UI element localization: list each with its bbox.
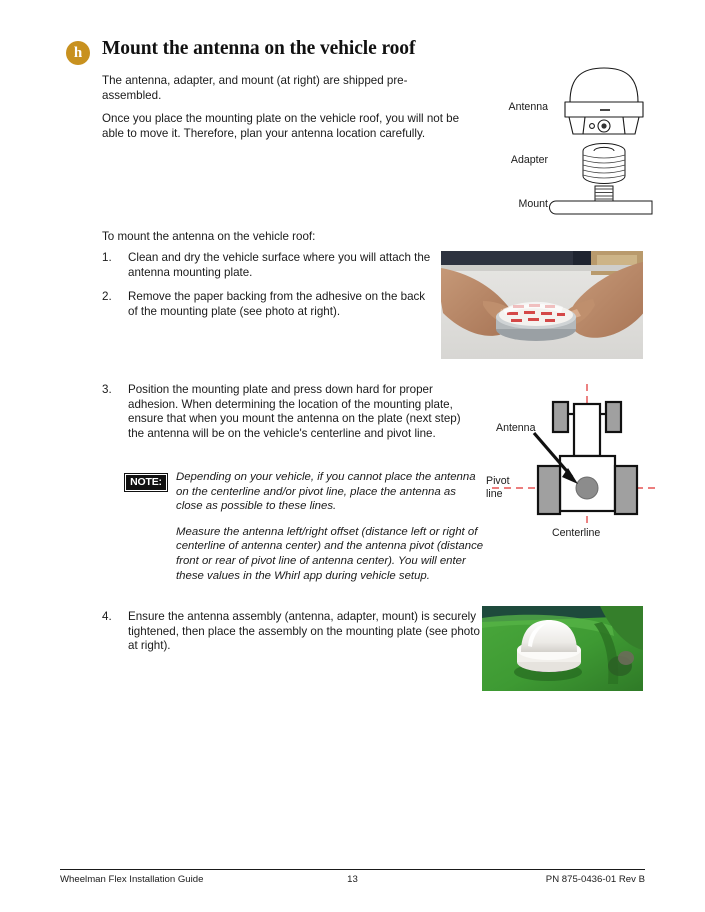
vehicle-label-antenna: Antenna — [496, 422, 536, 434]
vehicle-diagram — [486, 378, 662, 543]
rear-right-wheel — [615, 466, 637, 514]
list-item-number: 3. — [102, 383, 112, 396]
list-item — [102, 290, 432, 319]
note-text — [176, 470, 484, 583]
vehicle-label-centerline: Centerline — [552, 527, 601, 539]
vehicle-label-pivot-line-1: Pivot — [486, 475, 510, 487]
list-item — [102, 251, 452, 280]
note-paragraph: Measure the antenna left/right offset (distance left or right of centerline of antenna center) and the antenna pivot (distance front or rear of pivot line of antenna center). You will enter these values in the Whirl app during vehicle setup. — [176, 525, 484, 582]
list-item — [102, 383, 474, 442]
page-footer — [60, 874, 645, 890]
list-item-text: Ensure the antenna assembly (antenna, adapter, mount) is securely tightened, then place the assembly on the mounting plate (see photo at right). — [128, 610, 480, 653]
note-callout — [124, 470, 484, 583]
footer-divider — [60, 869, 645, 870]
footer-guide-title: Wheelman Flex Installation Guide — [60, 874, 204, 885]
warning-paragraph: Once you place the mounting plate on the vehicle roof, you will not be able to move it. Therefore, plan your antenna location carefully. — [102, 112, 460, 140]
list-item-number: 1. — [102, 251, 112, 264]
footer-page-number: 13 — [347, 874, 358, 885]
list-item — [102, 610, 480, 654]
photo-antenna-on-roof — [482, 606, 643, 691]
vehicle-label-pivot-line — [486, 475, 510, 500]
assembly-label-mount: Mount — [518, 198, 548, 210]
lead-in-paragraph: To mount the antenna on the vehicle roof: — [102, 230, 316, 243]
assembly-diagram — [486, 60, 661, 218]
assembly-label-adapter: Adapter — [510, 154, 548, 166]
intro-paragraph: The antenna, adapter, and mount (at right) are shipped pre-assembled. — [102, 74, 408, 102]
front-right-wheel — [606, 402, 621, 432]
step-letter-badge: h — [66, 41, 90, 65]
assembly-label-antenna: Antenna — [508, 101, 548, 113]
vehicle-illustration — [486, 378, 662, 543]
footer-part-number: PN 875-0436-01 Rev B — [545, 874, 645, 885]
front-left-wheel — [553, 402, 568, 432]
antenna-position-marker — [576, 477, 598, 499]
list-item-text: Clean and dry the vehicle surface where you will attach the antenna mounting plate. — [128, 251, 431, 279]
note-paragraph: Depending on your vehicle, if you cannot place the antenna on the centerline and/or pivot line, place the antenna as close as possible to these lines. — [176, 471, 476, 513]
note-badge-label: NOTE: — [125, 474, 167, 491]
vehicle-label-pivot-line-2: line — [486, 487, 503, 500]
assembly-illustration — [548, 60, 661, 218]
photo-removing-paper-backing — [441, 251, 643, 359]
list-item-text: Remove the paper backing from the adhesive on the back of the mounting plate (see photo at right). — [128, 290, 426, 318]
note-badge — [124, 473, 168, 492]
list-item-number: 4. — [102, 610, 112, 623]
list-item-number: 2. — [102, 290, 112, 303]
list-item-text: Position the mounting plate and press down hard for proper adhesion. When determining the location of the mounting plate, ensure that when you mount the antenna on the plate (next step) the antenna will be on the vehicle's centerline and pivot line. — [128, 383, 461, 441]
rear-left-wheel — [538, 466, 560, 514]
page-title: Mount the antenna on the vehicle roof — [102, 38, 416, 59]
